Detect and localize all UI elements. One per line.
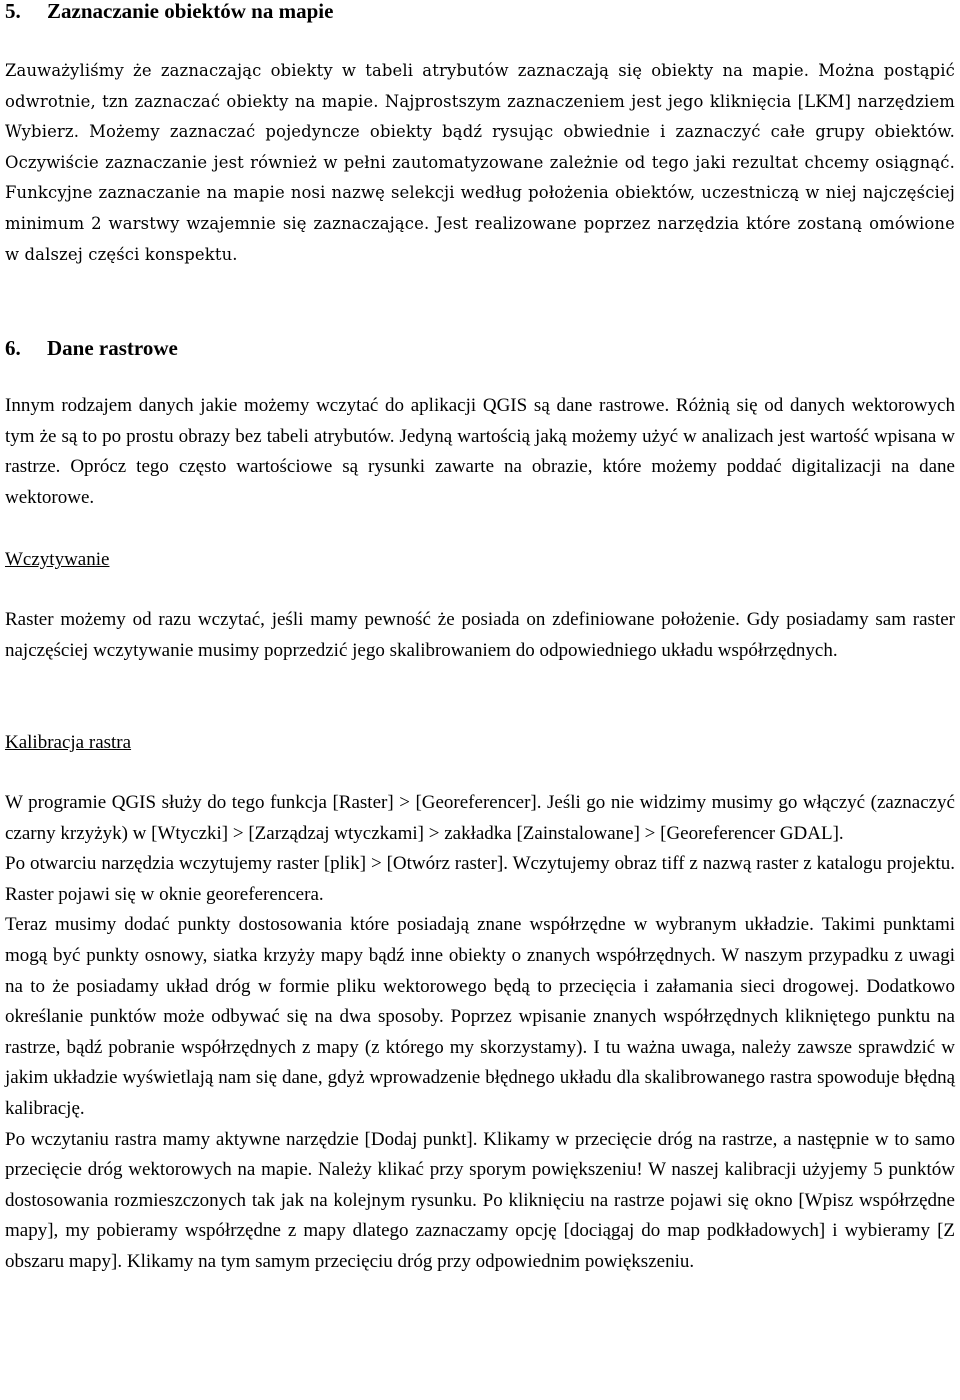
section-title: Dane rastrowe <box>47 336 178 360</box>
kalibracja-paragraph: Po wczytaniu rastra mamy aktywne narzędzie [Dodaj punkt]. Klikamy w przecięcie dróg na rastrze, a następnie w to samo przecięcie dróg wektorowych na mapie. Należy klikać przy sporym powiększeniu! W naszej kalibracji użyjemy 5 punktów dostosowania rozmieszczonych tak jak na kolejnym rysunku. Po kliknięciu na rastrze pojawi się okno [Wpisz współrzędne mapy], my pobieramy współrzędne z mapy dlatego zaznaczamy opcję [dociągaj do map podkładowych] i wybieramy [Z obszaru mapy]. Klikamy na tym samym przecięciu dróg przy odpowiednim powiększeniu. <box>5 1128 955 1272</box>
kalibracja-paragraph: W programie QGIS służy do tego funkcja [Raster] > [Georeferencer]. Jeśli go nie widzimy musimy go włączyć (zaznaczyć czarny krzyżyk) w [Wtyczki] > [Zarządzaj wtyczkami] > zakładka [Zainstalowane] > [Georeferencer GDAL]. <box>5 792 955 844</box>
section-5-heading <box>5 0 333 22</box>
section-number: 5. <box>5 0 21 23</box>
kalibracja-paragraph: Po otwarciu narzędzia wczytujemy raster [plik] > [Otwórz raster]. Wczytujemy obraz tiff z nazwą raster z katalogu projektu. Raster pojawi się w oknie georeferencera. <box>5 853 955 905</box>
section-6-heading <box>5 337 178 359</box>
wczytywanie-paragraph: Raster możemy od razu wczytać, jeśli mamy pewność że posiada on zdefiniowane położenie. Gdy posiadamy sam raster najczęściej wczytywanie musimy poprzedzić jego skalibrowaniem do odpowiedniego układu współrzędnych. <box>5 609 955 661</box>
kalibracja-paragraph: Teraz musimy dodać punkty dostosowania które posiadają znane współrzędne w wybranym układzie. Takimi punktami mogą być punkty osnowy, siatka krzyży mapy bądź inne obiekty o znanych współrzędnych. W naszym przypadku z uwagi na to że posiadamy układ dróg w formie pliku wektorowego będą to przecięcia i załamania sieci drogowej. Dodatkowo określanie punktów może odbywać się na dwa sposoby. Poprzez wpisanie znanych współrzędnych klikniętego punktu na rastrze, bądź pobranie współrzędnych z mapy (z którego my skorzystamy). I tu ważna uwaga, należy zawsze sprawdzić w jakim układzie wyświetlają nam się dane, gdyż wprowadzenie błędnego układu dla skalibrowanego rastra spowoduje błędną kalibrację. <box>5 914 955 1119</box>
section-5-paragraph: Zauważyliśmy że zaznaczając obiekty w tabeli atrybutów zaznaczają się obiekty na mapie. Można postąpić odwrotnie, tzn zaznaczać obiekty na mapie. Najprostszym zaznaczeniem jest jego kliknięcia [LKM] narzędziem Wybierz. Możemy zaznaczać pojedyncze obiekty bądź rysując obwiednie i zaznaczyć całe grupy obiektów. Oczywiście zaznaczanie jest również w pełni zautomatyzowane zależnie od tego jaki rezultat chcemy osiągnąć. Funkcyjne zaznaczanie na mapie nosi nazwę selekcji według położenia obiektów, uczestniczą w niej najczęściej minimum 2 warstwy wzajemnie się zaznaczające. Jest realizowane poprzez narzędzia które zostaną omówione w dalszej części konspektu. <box>5 61 955 264</box>
kalibracja-body <box>5 788 955 1278</box>
subheading-wczytywanie: Wczytywanie <box>5 549 110 570</box>
section-number: 6. <box>5 336 21 360</box>
section-6-paragraph: Innym rodzajem danych jakie możemy wczytać do aplikacji QGIS są dane rastrowe. Różnią się od danych wektorowych tym że są to po prostu obrazy bez tabeli atrybutów. Jedyną wartością jaką możemy użyć w analizach jest wartość wpisana w rastrze. Oprócz tego często wartościowe są rysunki zawarte na obrazie, które możemy poddać digitalizacji na dane wektorowe. <box>5 395 955 508</box>
section-title: Zaznaczanie obiektów na mapie <box>47 0 334 23</box>
subheading-kalibracja: Kalibracja rastra <box>5 732 132 753</box>
